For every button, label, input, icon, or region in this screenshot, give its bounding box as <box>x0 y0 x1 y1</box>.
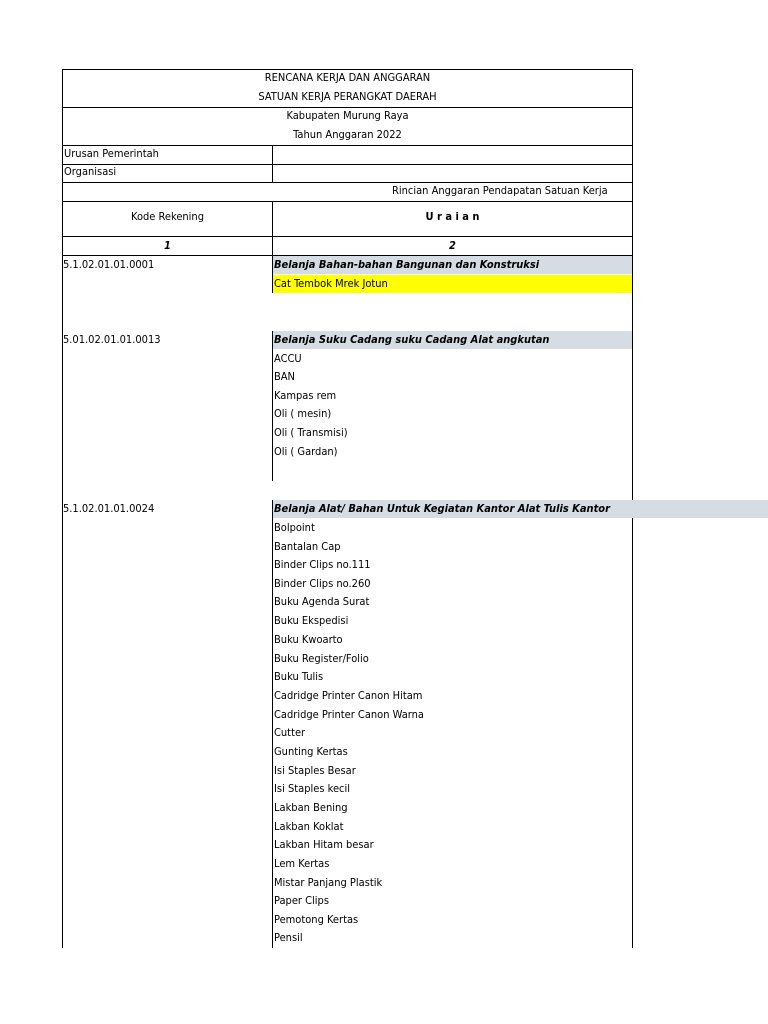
uraian-column-number: 2 <box>449 239 456 252</box>
uraian-header: U r a i a n <box>425 210 480 223</box>
group-code: 5.1.02.01.01.0024 <box>63 502 155 515</box>
list-item: Mistar Panjang Plastik <box>274 876 383 889</box>
meta-divider-1 <box>62 164 632 165</box>
kode-rekening-header: Kode Rekening <box>131 210 204 223</box>
list-item: Isi Staples kecil <box>274 782 350 795</box>
uraian-left-border <box>272 500 273 948</box>
list-item: Oli ( Gardan) <box>274 445 338 458</box>
meta-column-divider <box>272 145 273 182</box>
list-item: Lakban Koklat <box>274 820 344 833</box>
list-item: Binder Clips no.260 <box>274 577 371 590</box>
list-item: Cadridge Printer Canon Hitam <box>274 689 423 702</box>
list-item: Buku Tulis <box>274 670 324 683</box>
group-title: Belanja Bahan-bahan Bangunan dan Konstruksi <box>274 258 540 271</box>
list-item: BAN <box>274 370 295 383</box>
group-code: 5.1.02.01.01.0001 <box>63 258 155 271</box>
list-item: Lakban Bening <box>274 801 348 814</box>
list-item: Gunting Kertas <box>274 745 348 758</box>
list-item: Cat Tembok Mrek Jotun <box>274 277 388 290</box>
doc-region: Kabupaten Murung Raya <box>286 109 409 122</box>
group-title: Belanja Suku Cadang suku Cadang Alat angkutan <box>274 333 550 346</box>
rincian-title: Rincian Anggaran Pendapatan Satuan Kerja <box>392 184 608 197</box>
list-item: Cadridge Printer Canon Warna <box>274 708 424 721</box>
list-item: Buku Kwoarto <box>274 633 343 646</box>
group-title: Belanja Alat/ Bahan Untuk Kegiatan Kantor Alat Tulis Kantor <box>274 502 610 515</box>
list-item: Buku Ekspedisi <box>274 614 349 627</box>
doc-year: Tahun Anggaran 2022 <box>293 128 402 141</box>
group-code: 5.01.02.01.01.0013 <box>63 333 161 346</box>
list-item: Buku Register/Folio <box>274 652 369 665</box>
list-item: Paper Clips <box>274 894 329 907</box>
urusan-label: Urusan Pemerintah <box>64 147 159 160</box>
list-item: Oli ( Transmisi) <box>274 426 348 439</box>
list-item: Bantalan Cap <box>274 540 341 553</box>
list-item: ACCU <box>274 352 302 365</box>
organisasi-label: Organisasi <box>64 165 117 178</box>
doc-title-line1: RENCANA KERJA DAN ANGGARAN <box>264 71 431 84</box>
list-item: Lakban Hitam besar <box>274 838 374 851</box>
doc-title-line2: SATUAN KERJA PERANGKAT DAERAH <box>258 90 437 103</box>
uraian-left-border <box>272 256 273 293</box>
list-item: Binder Clips no.111 <box>274 558 371 571</box>
list-item: Isi Staples Besar <box>274 764 356 777</box>
uraian-left-border <box>272 331 273 481</box>
list-item: Cutter <box>274 726 306 739</box>
list-item: Bolpoint <box>274 521 315 534</box>
list-item: Lem Kertas <box>274 857 330 870</box>
list-item: Pemotong Kertas <box>274 913 359 926</box>
list-item: Oli ( mesin) <box>274 407 332 420</box>
list-item: Buku Agenda Surat <box>274 595 370 608</box>
kode-uraian-divider <box>272 201 273 256</box>
list-item: Kampas rem <box>274 389 337 402</box>
left-border-lower <box>62 255 63 948</box>
kode-column-number: 1 <box>164 239 171 252</box>
list-item: Pensil <box>274 931 303 944</box>
rincian-divider <box>62 201 632 202</box>
